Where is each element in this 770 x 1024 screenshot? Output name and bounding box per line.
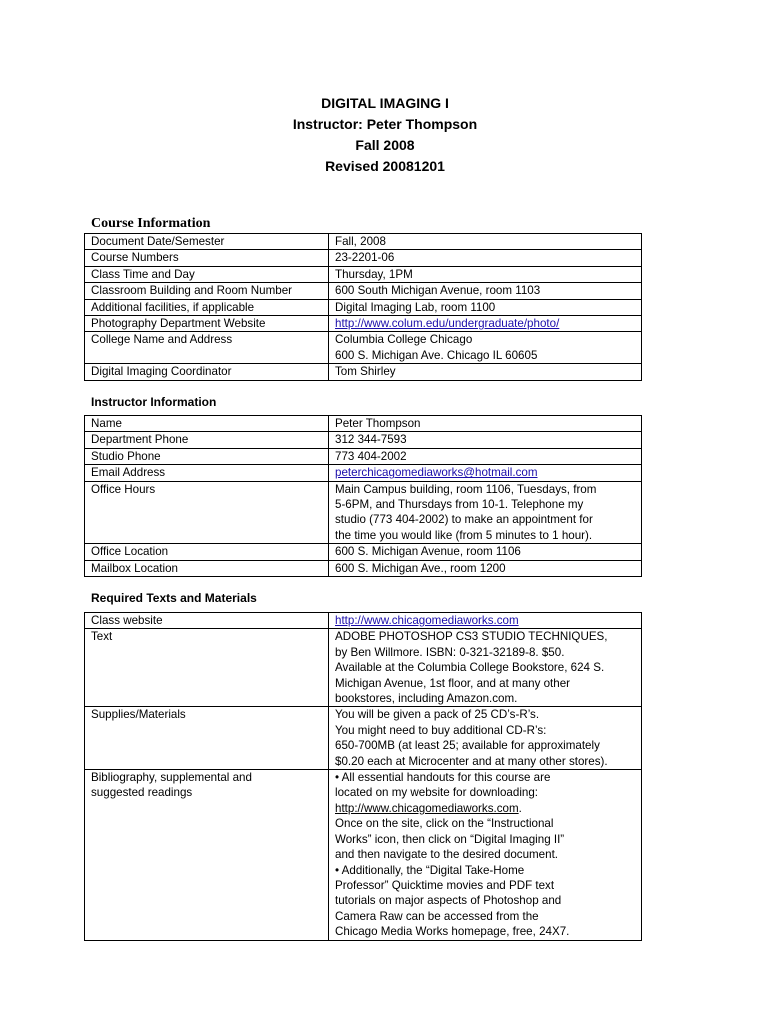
text-line: Available at the Columbia College Bookstore, 624 S. — [335, 661, 605, 675]
row-label: Document Date/Semester — [85, 234, 329, 250]
table-row — [85, 332, 642, 364]
row-label: Photography Department Website — [85, 316, 329, 332]
text-line: Chicago Media Works homepage, free, 24X7. — [335, 925, 570, 939]
table-row — [85, 560, 642, 576]
row-label — [85, 770, 329, 940]
instructor-info-heading: Instructor Information — [91, 395, 217, 409]
row-label: Text — [85, 629, 329, 707]
row-label: Class Time and Day — [85, 266, 329, 282]
text-line: • All essential handouts for this course are — [335, 771, 551, 785]
table-row — [85, 266, 642, 282]
class-website-link[interactable]: http://www.chicagomediaworks.com — [335, 614, 519, 627]
text-line: You will be given a pack of 25 CD’s-R’s. — [335, 708, 540, 722]
row-value: 600 South Michigan Avenue, room 1103 — [329, 283, 642, 299]
row-label: Classroom Building and Room Number — [85, 283, 329, 299]
text-line: Main Campus building, room 1106, Tuesdays, from — [335, 482, 597, 496]
course-title: DIGITAL IMAGING I — [321, 95, 449, 111]
text-line: tutorials on major aspects of Photoshop and — [335, 894, 562, 908]
row-label: Additional facilities, if applicable — [85, 299, 329, 315]
table-row — [85, 316, 642, 332]
table-row — [85, 234, 642, 250]
row-label: Digital Imaging Coordinator — [85, 364, 329, 380]
row-label: Office Location — [85, 544, 329, 560]
text-line: Professor” Quicktime movies and PDF text — [335, 878, 555, 892]
table-row — [85, 613, 642, 629]
text-line: located on my website for downloading: — [335, 786, 539, 800]
course-info-heading: Course Information — [91, 216, 211, 231]
row-label: Department Phone — [85, 432, 329, 448]
row-value: Tom Shirley — [329, 364, 642, 380]
row-value: 312 344-7593 — [329, 432, 642, 448]
instructor-info-table — [84, 415, 642, 577]
table-row — [85, 629, 642, 707]
course-info-table — [84, 233, 642, 381]
text-line: 5-6PM, and Thursdays from 10-1. Telephone my — [335, 498, 584, 512]
email-link[interactable]: peterchicagomediaworks@hotmail.com — [335, 466, 538, 480]
college-address: 600 S. Michigan Ave. Chicago IL 60605 — [335, 348, 538, 362]
text-line: the time you would like (from 5 minutes to 1 hour). — [335, 528, 593, 542]
table-row — [85, 416, 642, 432]
row-value — [329, 332, 642, 364]
text-line: bookstores, including Amazon.com. — [335, 692, 518, 706]
row-label: Mailbox Location — [85, 560, 329, 576]
document-header — [0, 93, 770, 177]
row-value — [329, 629, 642, 707]
table-row — [85, 299, 642, 315]
table-row — [85, 448, 642, 464]
row-value: Thursday, 1PM — [329, 266, 642, 282]
text-line: Camera Raw can be accessed from the — [335, 909, 539, 923]
photo-dept-link[interactable]: http://www.colum.edu/undergraduate/photo/ — [335, 317, 560, 331]
text-line: Michigan Avenue, 1st floor, and at many other — [335, 676, 571, 690]
label-line: suggested readings — [91, 786, 193, 800]
table-row — [85, 707, 642, 770]
text-line: 650-700MB (at least 25; available for approximately — [335, 739, 600, 753]
row-value — [329, 707, 642, 770]
table-row — [85, 481, 642, 544]
row-value: Peter Thompson — [329, 416, 642, 432]
text-line: Works” icon, then click on “Digital Imaging II” — [335, 832, 565, 846]
row-value: 600 S. Michigan Avenue, room 1106 — [329, 544, 642, 560]
row-value: • All essential handouts for this course are located on my website for downloading: http://www.chicagomediaworks.com. Once on the site, click on the “Instructional Works” icon, then click on “Digital Imaging II” and then navigate to the desired document. • Additionally, the “Digital Take-Home Professor” Quicktime movies and PDF text tutorials on major aspects of Photoshop and Camera Raw can be accessed from the Chicago Media Works homepage, free, 24X7. — [329, 770, 642, 940]
table-row — [85, 283, 642, 299]
row-label: Email Address — [85, 465, 329, 481]
table-row — [85, 770, 642, 940]
text-line: $0.20 each at Microcenter and at many other stores). — [335, 754, 608, 768]
text-line: and then navigate to the desired document. — [335, 848, 559, 862]
instructor-line: Instructor: Peter Thompson — [292, 116, 478, 132]
row-label: Class website — [85, 613, 329, 629]
table-row — [85, 432, 642, 448]
revised-line: Revised 20081201 — [325, 158, 445, 174]
row-value: 23-2201-06 — [329, 250, 642, 266]
text-line: • Additionally, the “Digital Take-Home — [335, 863, 525, 877]
table-row — [85, 364, 642, 380]
row-value — [329, 481, 642, 544]
row-value: 773 404-2002 — [329, 448, 642, 464]
table-row — [85, 544, 642, 560]
materials-table — [84, 612, 642, 941]
text-line: ADOBE PHOTOSHOP CS3 STUDIO TECHNIQUES, — [335, 630, 608, 644]
table-row — [85, 250, 642, 266]
website-link[interactable]: http://www.chicagomediaworks.com — [335, 801, 519, 815]
term-line: Fall 2008 — [355, 137, 415, 153]
table-row — [85, 465, 642, 481]
row-value: Fall, 2008 — [329, 234, 642, 250]
college-name: Columbia College Chicago — [335, 333, 473, 347]
row-label: Studio Phone — [85, 448, 329, 464]
text-line: by Ben Willmore. ISBN: 0-321-32189-8. $50. — [335, 645, 565, 659]
row-label: Course Numbers — [85, 250, 329, 266]
row-label: Office Hours — [85, 481, 329, 544]
row-label: Name — [85, 416, 329, 432]
text-line: You might need to buy additional CD-R’s: — [335, 723, 547, 737]
label-line: Bibliography, supplemental and — [91, 771, 252, 785]
text-line: studio (773 404-2002) to make an appointment for — [335, 513, 593, 527]
materials-heading: Required Texts and Materials — [91, 591, 257, 605]
row-label: Supplies/Materials — [85, 707, 329, 770]
row-value: Digital Imaging Lab, room 1100 — [329, 299, 642, 315]
row-value: 600 S. Michigan Ave., room 1200 — [329, 560, 642, 576]
text-line: Once on the site, click on the “Instructional — [335, 817, 554, 831]
row-label: College Name and Address — [85, 332, 329, 364]
